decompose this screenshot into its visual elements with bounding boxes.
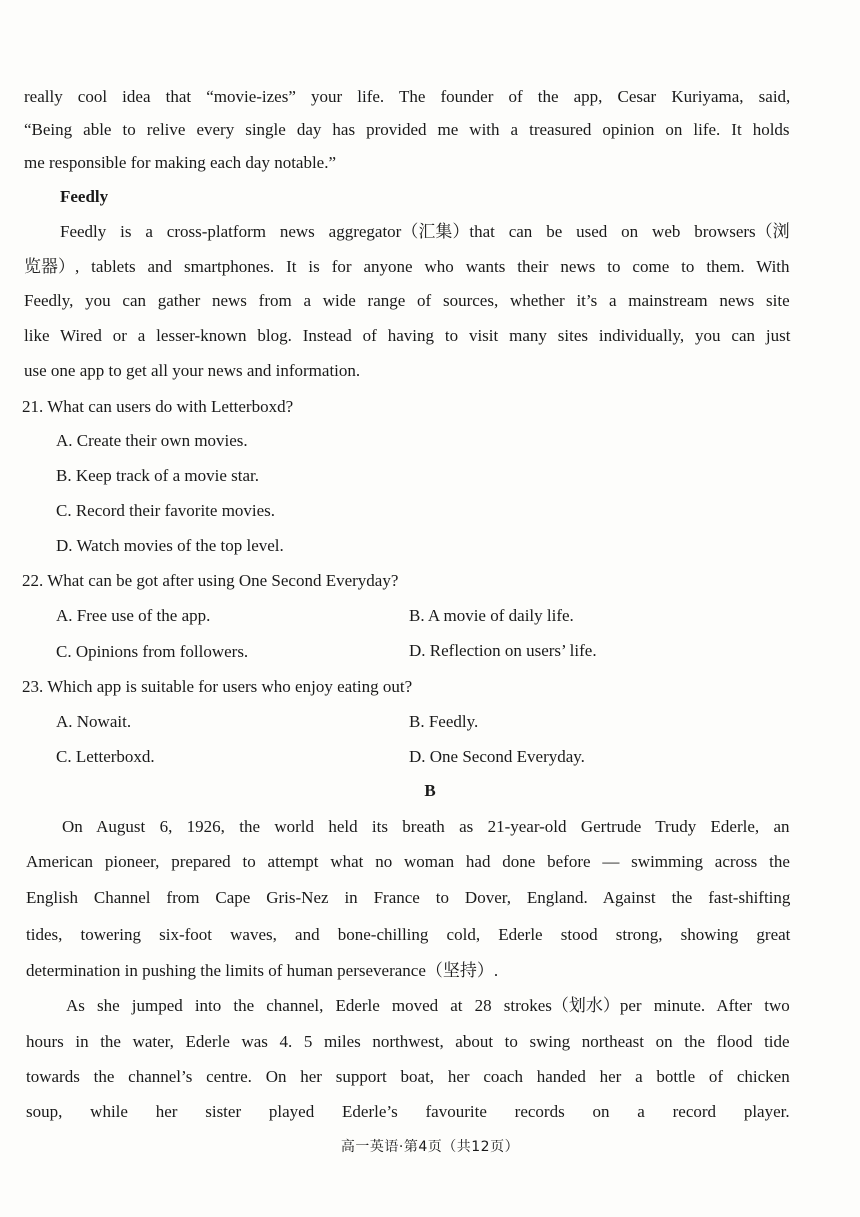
passage-line: 览器）, tablets and smartphones. It is for anyone who wants their news to come to them. With [24,257,790,276]
answer-option: D. Reflection on users’ life. [409,641,597,660]
passage-line: hours in the water, Ederle was 4. 5 miles northwest, about to swing northeast on the flood tide [26,1032,790,1051]
answer-option: C. Record their favorite movies. [56,501,276,520]
passage-line: towards the channel’s centre. On her support boat, her coach handed her a bottle of chicken [26,1067,790,1086]
answer-option: D. Watch movies of the top level. [56,536,284,555]
passage-line: English Channel from Cape Gris-Nez in France to Dover, England. Against the fast-shifting [26,888,791,907]
passage-line: tides, towering six-foot waves, and bone-chilling cold, Ederle stood strong, showing great [26,925,791,944]
answer-option: C. Letterboxd. [56,747,155,766]
answer-option: B. Keep track of a movie star. [56,466,259,485]
section-heading-feedly: Feedly [60,187,109,206]
passage-line: determination in pushing the limits of human perseverance（坚持）. [26,961,499,980]
passage-line: Feedly is a cross-platform news aggregator（汇集）that can be used on web browsers（浏 [60,222,790,241]
passage-line: really cool idea that “movie-izes” your life. The founder of the app, Cesar Kuriyama, said, [24,87,791,106]
question-stem: 21. What can users do with Letterboxd? [22,397,294,416]
passage-line: As she jumped into the channel, Ederle moved at 28 strokes（划水）per minute. After two [66,996,790,1015]
passage-line: like Wired or a lesser-known blog. Instead of having to visit many sites individually, you can just [24,326,791,345]
answer-option: A. Create their own movies. [56,431,248,450]
answer-option: A. Free use of the app. [56,606,211,625]
passage-line: use one app to get all your news and information. [24,361,361,380]
page-footer: 高一英语·第4页（共12页） [340,1139,520,1155]
answer-option: C. Opinions from followers. [56,642,249,661]
question-stem: 22. What can be got after using One Second Everyday? [22,571,399,590]
passage-line: me responsible for making each day notable.” [24,153,337,172]
section-heading-b: B [424,781,436,800]
passage-line: American pioneer, prepared to attempt what no woman had done before — swimming across the [26,852,790,871]
answer-option: B. A movie of daily life. [409,606,574,625]
question-stem: 23. Which app is suitable for users who enjoy eating out? [22,677,413,696]
answer-option: B. Feedly. [409,712,479,731]
answer-option: A. Nowait. [56,712,132,731]
answer-option: D. One Second Everyday. [409,747,585,766]
passage-line: “Being able to relive every single day has provided me with a treasured opinion on life. It holds [24,120,790,139]
passage-line: Feedly, you can gather news from a wide range of sources, whether it’s a mainstream news site [24,291,790,310]
passage-line: On August 6, 1926, the world held its breath as 21-year-old Gertrude Trudy Ederle, an [62,817,790,836]
passage-line: soup, while her sister played Ederle’s favourite records on a record player. [26,1102,790,1121]
